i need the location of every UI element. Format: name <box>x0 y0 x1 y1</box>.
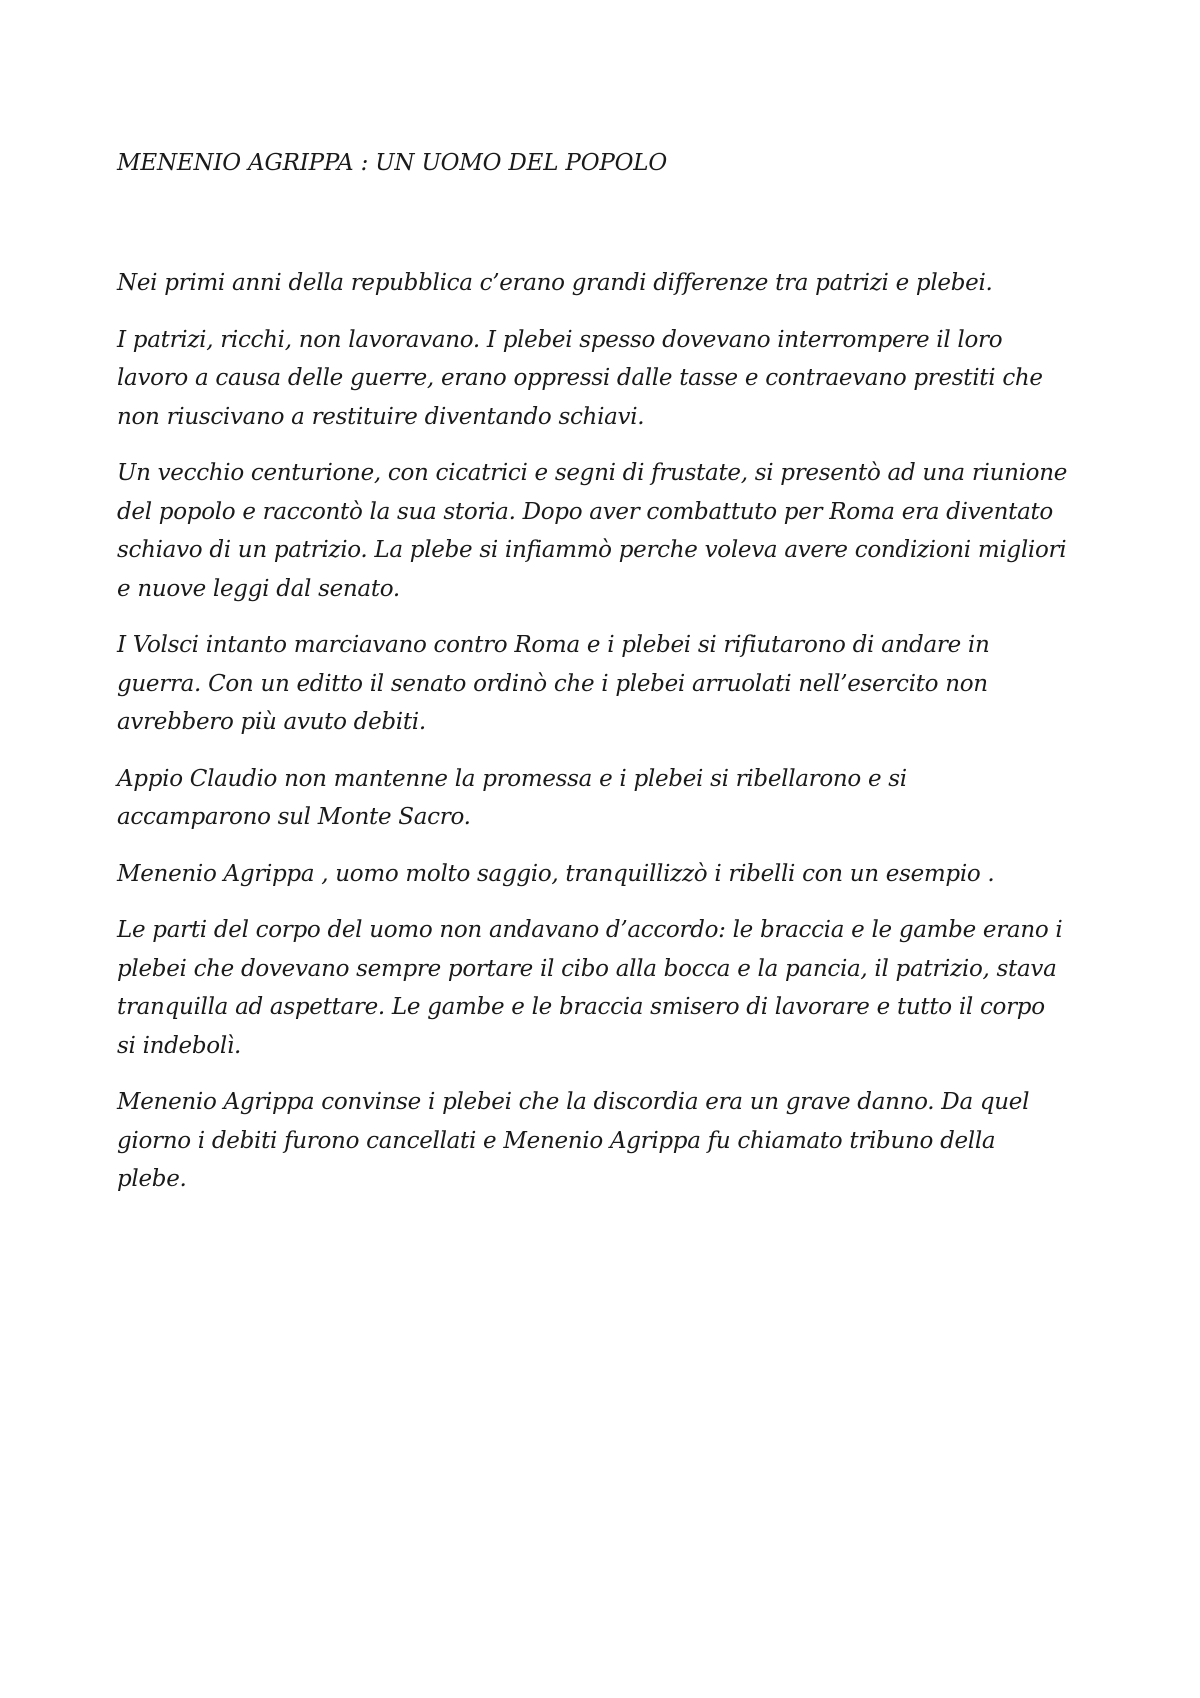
text-line: del popolo e raccontò la sua storia. Dopo aver combattuto per Roma era diventato <box>117 498 1053 525</box>
text-line: guerra. Con un editto il senato ordinò che i plebei arruolati nell’esercito non <box>117 670 988 697</box>
text-line: tranquilla ad aspettare. Le gambe e le braccia smisero di lavorare e tutto il corpo <box>117 994 1045 1020</box>
paragraph-7 <box>117 911 1097 1065</box>
text-line: accamparono sul Monte Sacro. <box>117 804 471 830</box>
text-line: Un vecchio centurione, con cicatrici e segni di frustate, si presentò ad una riunione <box>117 460 1068 486</box>
text-line: lavoro a causa delle guerre, erano oppressi dalle tasse e contraevano prestiti che <box>117 365 1043 391</box>
text-line: plebe. <box>117 1166 187 1192</box>
text-line: si indebolì. <box>117 1032 241 1059</box>
paragraph-1 <box>117 264 1097 303</box>
text-line: e nuove leggi dal senato. <box>117 575 400 602</box>
paragraph-6 <box>117 855 1097 894</box>
document-title: MENENIO AGRIPPA : UN UOMO DEL POPOLO <box>117 150 668 176</box>
paragraph-5 <box>117 760 1097 837</box>
text-line: Menenio Agrippa convinse i plebei che la discordia era un grave danno. Da quel <box>117 1089 1030 1115</box>
paragraph-3 <box>117 454 1097 608</box>
text-line: I Volsci intanto marciavano contro Roma e i plebei si rifiutarono di andare in <box>117 632 990 658</box>
paragraph-2 <box>117 321 1097 437</box>
paragraph-8 <box>117 1083 1097 1199</box>
text-line: schiavo di un patrizio. La plebe si infiammò perche voleva avere condizioni migliori <box>117 537 1067 563</box>
text-line: plebei che dovevano sempre portare il cibo alla bocca e la pancia, il patrizio, stava <box>117 955 1057 982</box>
text-line: Menenio Agrippa , uomo molto saggio, tranquillizzò i ribelli con un esempio . <box>117 860 995 887</box>
text-line: avrebbero più avuto debiti. <box>117 709 426 735</box>
paragraph-4 <box>117 626 1097 742</box>
text-line: Le parti del corpo del uomo non andavano d’accordo: le braccia e le gambe erano i <box>117 917 1063 943</box>
text-line: Nei primi anni della repubblica c’erano grandi differenze tra patrizi e plebei. <box>117 270 993 296</box>
text-line: giorno i debiti furono cancellati e Menenio Agrippa fu chiamato tribuno della <box>117 1127 996 1154</box>
text-line: I patrizi, ricchi, non lavoravano. I plebei spesso dovevano interrompere il loro <box>117 326 1003 353</box>
text-line: Appio Claudio non mantenne la promessa e i plebei si ribellarono e si <box>117 765 907 792</box>
text-line: non riuscivano a restituire diventando schiavi. <box>117 403 645 430</box>
document-body <box>117 264 1097 1217</box>
